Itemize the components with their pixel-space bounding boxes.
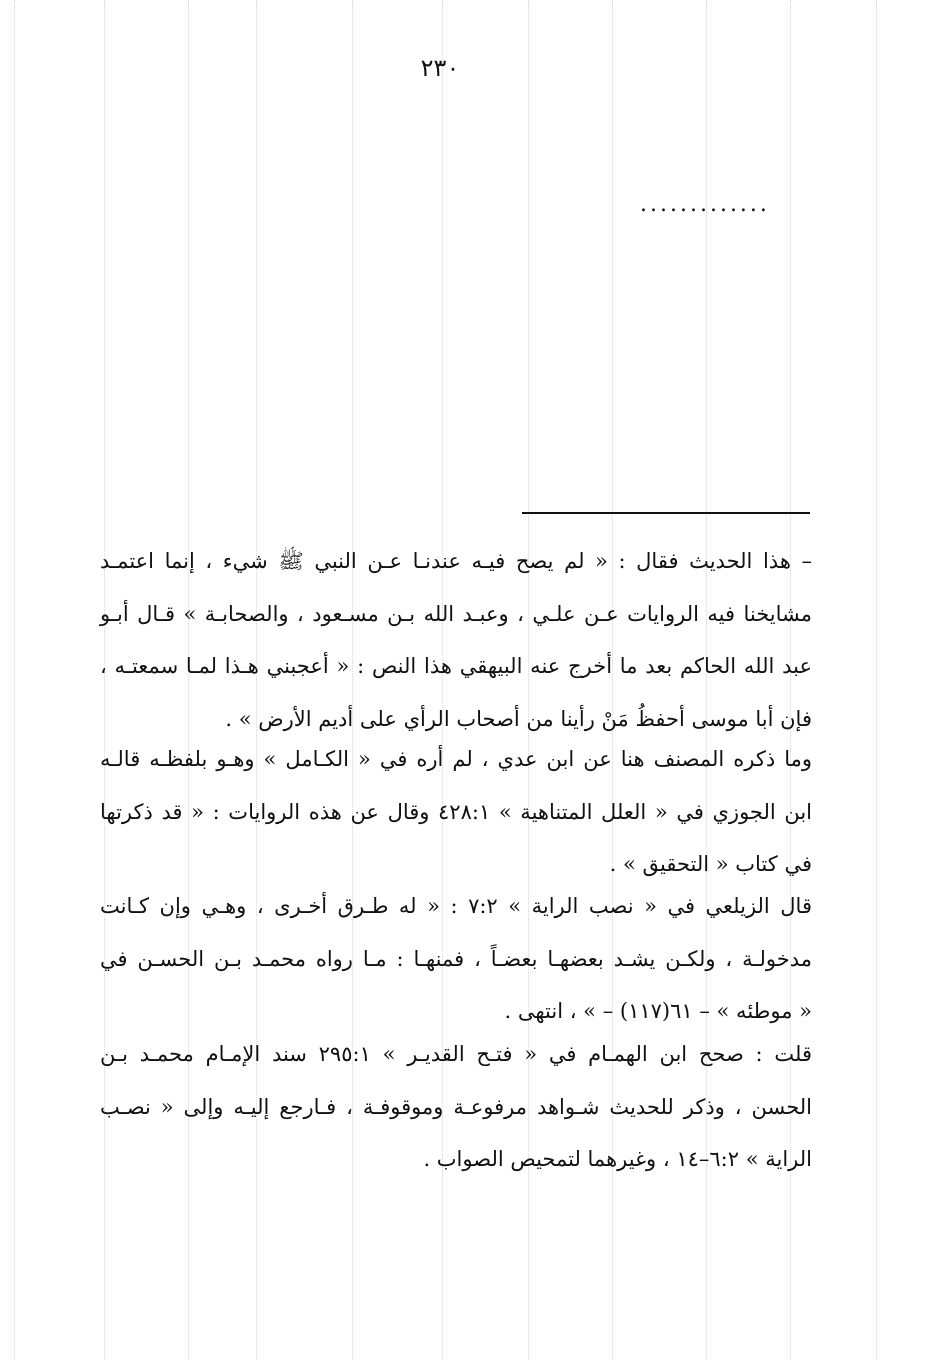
- text-line: وما ذكره المصنف هنا عن ابن عدي ، لم أره في « الكـامل » وهـو بلفظـه قالـه: [100, 747, 812, 771]
- text-line: – هذا الحديث فقال : « لم يصح فيـه عندنـا عـن النبي ﷺ شيء ، إنما اعتمـد: [100, 549, 812, 573]
- text-line: مدخولـة ، ولكـن يشـد بعضهـا بعضـاً ، فمنهـا : مـا رواه محمـد بـن الحسـن في: [100, 946, 812, 971]
- text-line: الحسن ، وذكر للحديث شـواهد مرفوعـة وموقوفـة ، فـارجع إليـه وإلى « نصـب: [100, 1094, 812, 1119]
- text-line: « موطئه » – ٦١(١١٧) – » ، انتهى .: [504, 999, 812, 1023]
- page-number: ٢٣٠: [420, 54, 460, 82]
- footnote-paragraph-1: [100, 535, 812, 745]
- text-line: مشايخنا فيه الروايات عـن علـي ، وعبـد الله بـن مسـعود ، والصحابـة » قـال أبـو: [100, 601, 812, 626]
- text-line: الراية » ٦:٢–١٤ ، وغيرهما لتمحيص الصواب .: [423, 1147, 812, 1171]
- text-line: ابن الجوزي في « العلل المتناهية » ٤٢٨:١ وقال عن هذه الروايات : « قد ذكرتها: [100, 799, 812, 824]
- scan-guide-line: [14, 0, 15, 1360]
- ellipsis-separator: .............: [640, 192, 770, 217]
- text-line: قلت : صحح ابن الهمـام في « فتـح القديـر » ٢٩٥:١ سند الإمـام محمـد بـن: [100, 1042, 812, 1066]
- text-line: في كتاب « التحقيق » .: [609, 852, 812, 876]
- text-line: فإن أبا موسى أحفظُ مَنْ رأينا من أصحاب الرأي على أديم الأرض » .: [225, 706, 812, 731]
- footnote-separator-rule: [522, 512, 810, 514]
- text-line: قال الزيلعي في « نصب الراية » ٧:٢ : « له طـرق أخـرى ، وهـي وإن كـانت: [100, 894, 812, 918]
- scan-guide-line: [876, 0, 877, 1360]
- footnote-paragraph-2: [100, 733, 812, 891]
- footnote-paragraph-3: [100, 880, 812, 1038]
- footnote-paragraph-4: [100, 1028, 812, 1186]
- text-line: عبد الله الحاكم بعد ما أخرج عنه البيهقي هذا النص : « أعجبني هـذا لمـا سمعتـه ،: [100, 654, 812, 678]
